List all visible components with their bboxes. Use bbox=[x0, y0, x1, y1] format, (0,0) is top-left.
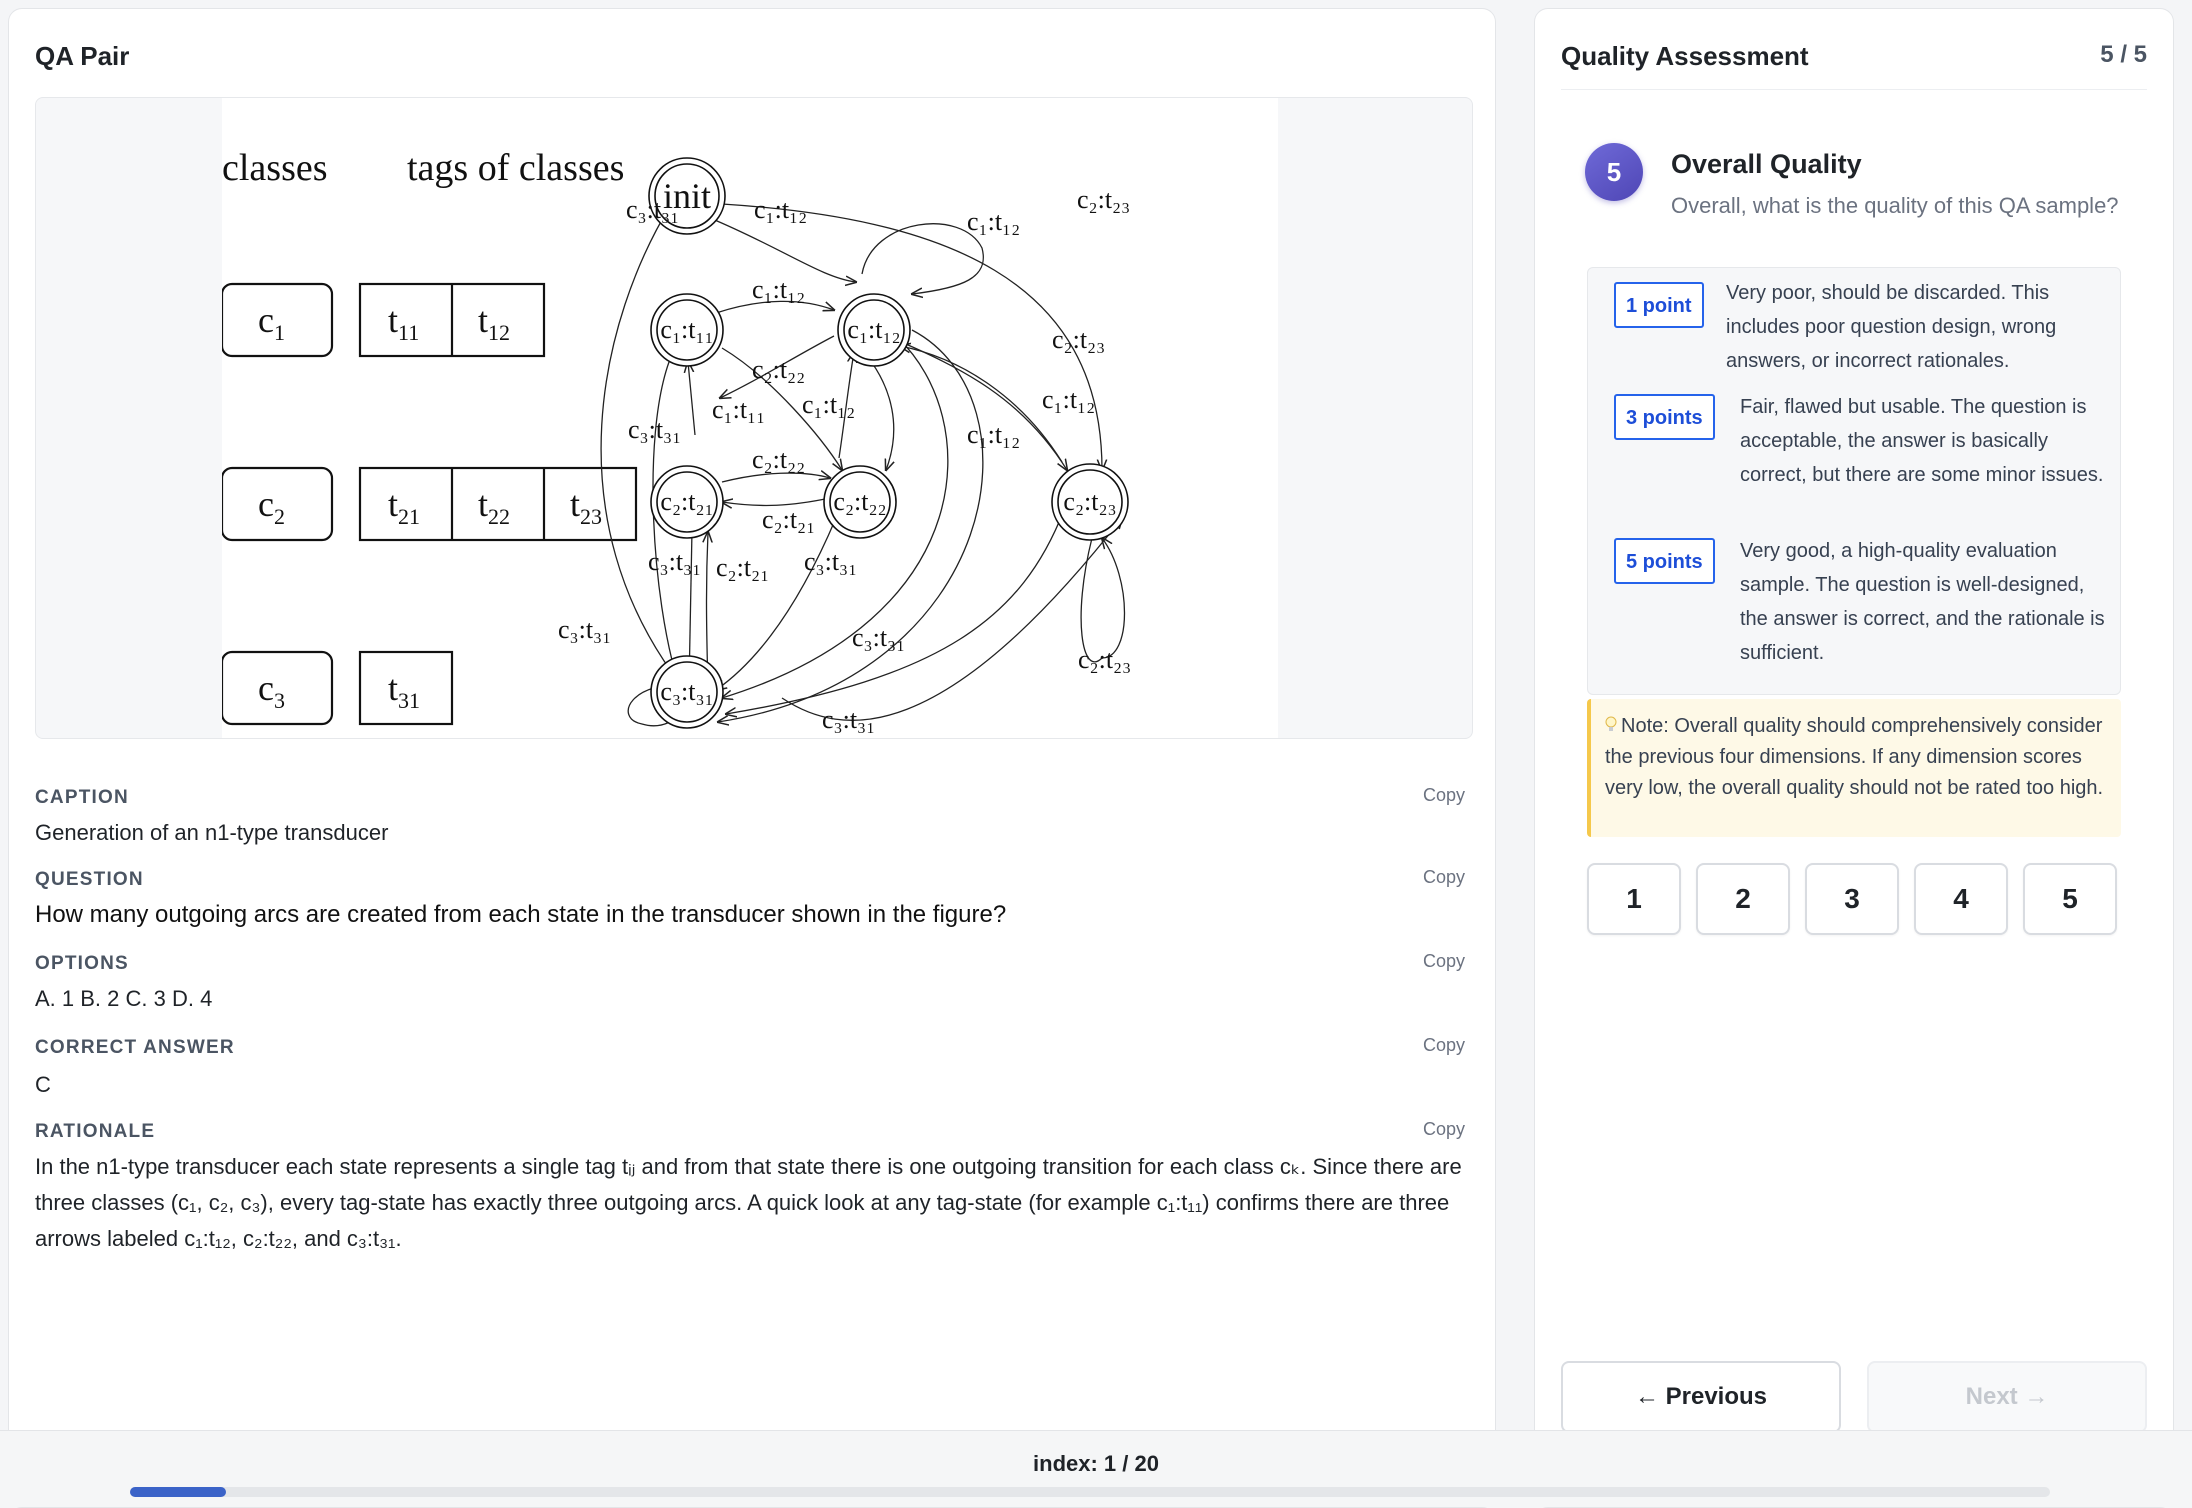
next-button[interactable]: Next → bbox=[1867, 1361, 2147, 1433]
arc-label: c₃:t₃₁ bbox=[628, 415, 682, 444]
progress-fill bbox=[130, 1487, 226, 1497]
scoring-rubric bbox=[1587, 267, 2121, 695]
tags-header: tags of classes bbox=[407, 147, 625, 189]
copy-question-button[interactable]: Copy bbox=[1422, 867, 1465, 887]
question-value: How many outgoing arcs are created from each state in the transducer shown in the figure? bbox=[35, 901, 1007, 928]
qa-pair-panel bbox=[8, 8, 1496, 1508]
arc-label: c₂:t₂₁ bbox=[716, 553, 770, 582]
arc-label: c₃:t₃₁ bbox=[558, 615, 612, 644]
arc-label: c₁:t₁₂ bbox=[754, 195, 808, 224]
class-c1 bbox=[222, 284, 332, 356]
arc-label: c₃:t₃₁ bbox=[852, 623, 906, 652]
state-c2-t23 bbox=[1052, 464, 1128, 540]
answer-label: CORRECT ANSWER bbox=[35, 1037, 235, 1058]
arc-label: c₃:t₃₁ bbox=[626, 195, 680, 224]
index-label: index: 1 / 20 bbox=[1033, 1451, 1159, 1476]
caption-label: CAPTION bbox=[35, 787, 129, 808]
svg-text:t31: $t_{31}$ bbox=[388, 668, 421, 713]
rationale-value: In the n1-type transducer each state represents a single tag tᵢⱼ and from that state there is one outgoing transition for each class cₖ. Since there are three classes (c₁, c₂, c₃), every tag-state has exactly three outgoing arcs. A quick look at any tag-state (for example c₁:t₁₁) confirms there are three arrows labeled c₁:t₁₂, c₂:t₂₂, and c₃:t₃₁. bbox=[35, 1154, 1462, 1251]
answer-value: C bbox=[35, 1072, 51, 1097]
question-label: QUESTION bbox=[35, 869, 144, 890]
arc-label: c₁:t₁₁ bbox=[712, 395, 766, 424]
svg-text:c₂:t₂₂: c₂:t₂₂ bbox=[833, 487, 887, 516]
rationale-label: RATIONALE bbox=[35, 1121, 156, 1142]
arc-label: c₂:t₂₂ bbox=[752, 445, 806, 474]
rubric-tag: 3 points bbox=[1614, 394, 1715, 440]
arc-label: c₁:t₁₂ bbox=[1042, 385, 1096, 414]
arc-label: c₂:t₂₃ bbox=[1078, 645, 1132, 674]
lightbulb-icon bbox=[1605, 713, 1617, 731]
copy-options-button[interactable]: Copy bbox=[1422, 951, 1465, 971]
arc-label: c₁:t₁₂ bbox=[752, 275, 806, 304]
svg-text:t22: $t_{22}$ bbox=[478, 484, 511, 529]
note-text: Note: Overall quality should comprehensively consider the previous four dimensions. If any dimension scores very low, the overall quality should not be rated too high. bbox=[1605, 715, 2104, 799]
svg-text:t12: $t_{12}$ bbox=[478, 300, 511, 345]
divider bbox=[1561, 89, 2147, 90]
copy-answer-button[interactable]: Copy bbox=[1422, 1035, 1465, 1055]
svg-text:t11: $t_{11}$ bbox=[388, 300, 420, 345]
arc-label: c₂:t₂₂ bbox=[752, 355, 806, 384]
copy-rationale-button[interactable]: Copy bbox=[1422, 1119, 1465, 1139]
arc-label: c₂:t₂₁ bbox=[762, 505, 816, 534]
arc-label: c₃:t₃₁ bbox=[648, 547, 702, 576]
svg-text:c₁:t₁₂: c₁:t₁₂ bbox=[847, 315, 901, 344]
score-button-3[interactable]: 3 bbox=[1805, 863, 1899, 935]
arc-label: c₂:t₂₃ bbox=[1052, 325, 1106, 354]
rubric-tag: 1 point bbox=[1614, 282, 1704, 328]
tags-c2 bbox=[360, 468, 636, 540]
svg-text:t21: $t_{21}$ bbox=[388, 484, 421, 529]
class-c3 bbox=[222, 652, 332, 724]
rubric-text: Very poor, should be discarded. This includes poor question design, wrong answers, or incorrect rationales. bbox=[1726, 282, 2057, 372]
step-counter: 5 / 5 bbox=[2100, 41, 2147, 68]
arc-label: c₂:t₂₃ bbox=[1077, 185, 1131, 214]
tags-c3 bbox=[360, 652, 452, 724]
options-label: OPTIONS bbox=[35, 953, 129, 974]
svg-text:c2: $c_2$ bbox=[258, 484, 285, 529]
score-button-4[interactable]: 4 bbox=[1914, 863, 2008, 935]
caption-value: Generation of an n1-type transducer bbox=[35, 820, 389, 845]
state-c1-t12 bbox=[838, 294, 910, 366]
svg-text:init: init bbox=[662, 176, 712, 216]
score-button-2[interactable]: 2 bbox=[1696, 863, 1790, 935]
figure-container bbox=[35, 97, 1473, 739]
panel-title: Quality Assessment bbox=[1561, 41, 1809, 71]
previous-button[interactable]: ← Previous bbox=[1561, 1361, 1841, 1433]
dimension-question: Overall, what is the quality of this QA sample? bbox=[1671, 193, 2119, 218]
svg-text:t23: $t_{23}$ bbox=[570, 484, 603, 529]
svg-text:c3: $c_3$ bbox=[258, 668, 285, 713]
state-c1-t11 bbox=[651, 294, 723, 366]
note-box bbox=[1587, 699, 2121, 837]
score-button-5[interactable]: 5 bbox=[2023, 863, 2117, 935]
quality-assessment-panel bbox=[1534, 8, 2174, 1508]
options-value: A. 1 B. 2 C. 3 D. 4 bbox=[35, 986, 213, 1011]
arc-label: c₁:t₁₂ bbox=[967, 420, 1021, 449]
state-c2-t22 bbox=[824, 466, 896, 538]
transducer-figure bbox=[222, 98, 1278, 738]
svg-text:c₁:t₁₁: c₁:t₁₁ bbox=[660, 315, 714, 344]
rubric-text: Fair, flawed but usable. The question is acceptable, the answer is basically correct, but there are some minor issues. bbox=[1740, 396, 2104, 486]
dimension-number-badge: 5 bbox=[1585, 143, 1643, 201]
copy-caption-button[interactable]: Copy bbox=[1422, 785, 1465, 805]
state-c3-t31 bbox=[651, 656, 723, 728]
classes-header: classes bbox=[222, 147, 328, 189]
tags-c1 bbox=[360, 284, 544, 356]
arc-labels bbox=[558, 185, 1131, 734]
svg-text:c₃:t₃₁: c₃:t₃₁ bbox=[660, 677, 714, 706]
rubric-text: Very good, a high-quality evaluation sample. The question is well-designed, the answer is correct, and the rationale is sufficient. bbox=[1740, 540, 2105, 664]
arc-label: c₃:t₃₁ bbox=[822, 705, 876, 734]
arc-label: c₁:t₁₂ bbox=[967, 207, 1021, 236]
svg-text:c₂:t₂₁: c₂:t₂₁ bbox=[660, 487, 714, 516]
progress-track[interactable] bbox=[130, 1487, 2050, 1497]
svg-text:c1: $c_1$ bbox=[258, 300, 285, 345]
dimension-title: Overall Quality bbox=[1671, 149, 1862, 179]
panel-title: QA Pair bbox=[35, 41, 130, 71]
bottom-bar bbox=[0, 1430, 2192, 1507]
arc-label: c₃:t₃₁ bbox=[804, 547, 858, 576]
svg-text:c₂:t₂₃: c₂:t₂₃ bbox=[1063, 487, 1117, 516]
state-c2-t21 bbox=[651, 466, 723, 538]
class-c2 bbox=[222, 468, 332, 540]
score-button-1[interactable]: 1 bbox=[1587, 863, 1681, 935]
arc-label: c₁:t₁₂ bbox=[802, 390, 856, 419]
rubric-tag: 5 points bbox=[1614, 538, 1715, 584]
